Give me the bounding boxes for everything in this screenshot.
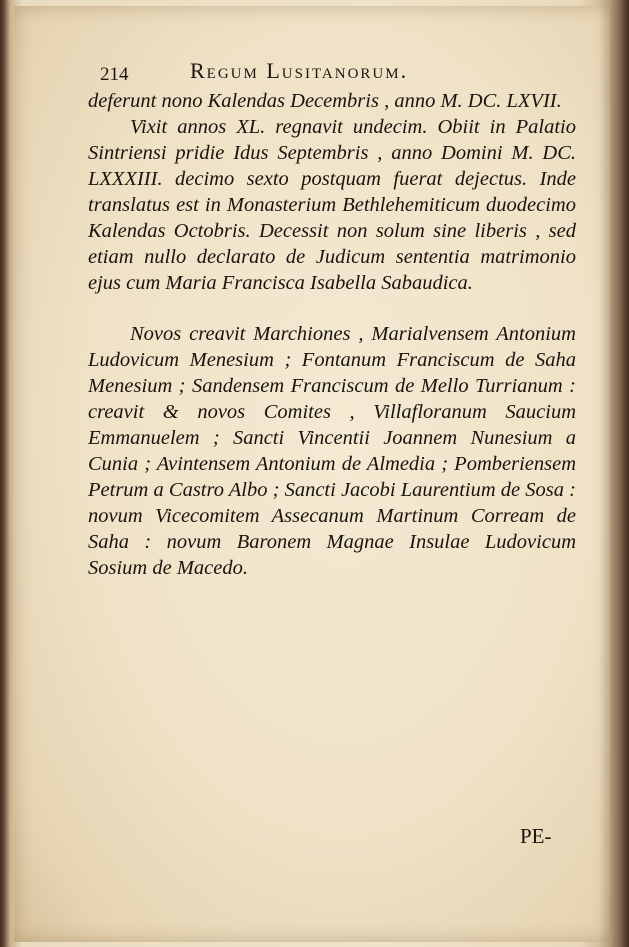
running-title: Regum Lusitanorum. [190, 58, 409, 83]
paragraph-creations: Novos creavit Marchiones , Marialvensem Antonium Ludovicum Menesium ; Fontanum Franciscum de Saha Menesium ; Sandensem Franciscum de Mello Turrianum : creavit & novos Comites , Villafloranum Saucium Emmanuelem ; Sancti Vincentii Joannem Nunesium a Cunia ; Avintensem Antonium de Almedia ; Pomberiensem Petrum a Castro Albo ; Sancti Jacobi Laurentium de Sosa : novum Vicecomitem Assecanum Martinum Corream de Saha : novum Baronem Magnae Insulae Ludovicum Sosium de Macedo. [88, 323, 576, 579]
catchword: PE- [520, 824, 552, 848]
page-number: 214 [100, 64, 129, 85]
paragraph-reign-death: Vixit annos XL. regnavit undecim. Obiit in Palatio Sintriensi pridie Idus Septembris , anno Domini M. DC. LXXXIII. decimo sexto postquam fuerat dejectus. Inde translatus est in Monasterium Bethlehemiticum duodecimo Kalendas Octobris. Decessit non solum sine liberis , sed etiam nullo declarato de Judicum sententia matrimonio ejus cum Maria Francisca Isabella Sabaudica. [88, 116, 576, 294]
page-edge-shadow [599, 0, 629, 947]
paragraph-continuation: deferunt nono Kalendas Decembris , anno M. DC. LXVII. [88, 90, 562, 112]
page-header [90, 58, 580, 88]
paragraph-gap [88, 296, 576, 321]
main-text [88, 88, 576, 581]
